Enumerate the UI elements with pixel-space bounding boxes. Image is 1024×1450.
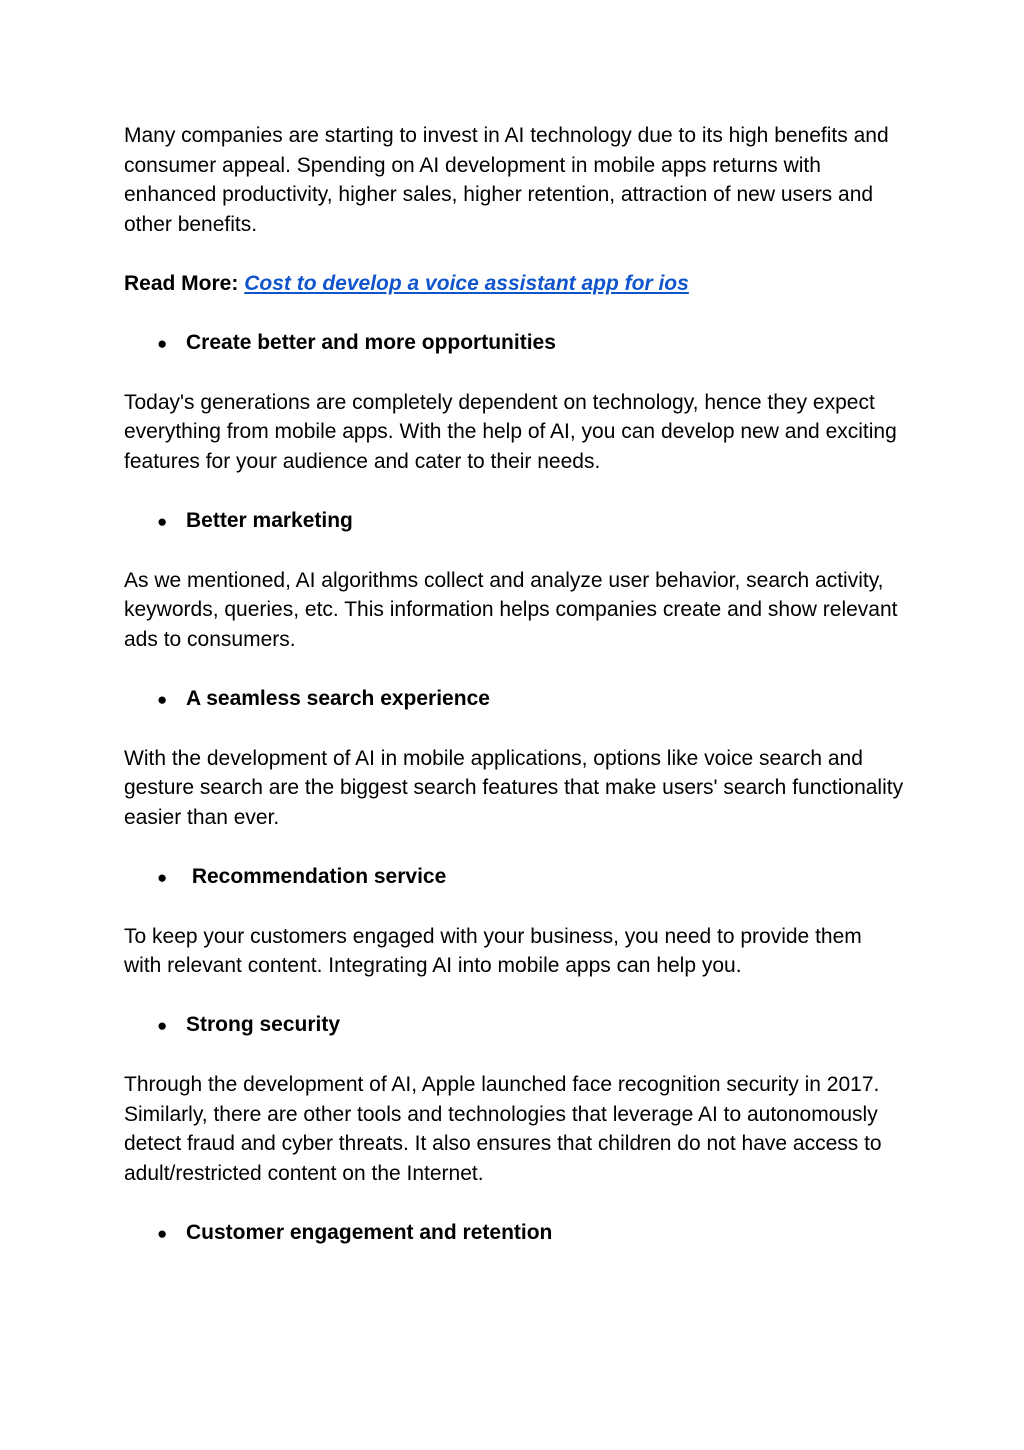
spacer <box>124 714 904 744</box>
section-heading <box>124 506 904 537</box>
section-heading-text: Strong security <box>186 1013 341 1036</box>
read-more-label: Read More: <box>124 271 239 295</box>
spacer <box>124 654 904 684</box>
bullet-icon: ● <box>157 511 168 531</box>
spacer <box>124 1188 904 1218</box>
section-heading <box>124 1010 904 1041</box>
spacer <box>124 358 904 388</box>
section-heading-text: Recommendation service <box>186 864 447 888</box>
bullet-icon: ● <box>157 1016 168 1035</box>
spacer <box>124 298 904 328</box>
section-heading <box>124 328 904 359</box>
section-heading-text: Create better and more opportunities <box>186 330 556 354</box>
spacer <box>124 981 904 1011</box>
section-body: As we mentioned, AI algorithms collect and analyze user behavior, search activity, keywords, queries, etc. This information helps companies create and show relevant ads to consumers. <box>124 568 898 651</box>
spacer <box>124 892 904 922</box>
spacer <box>124 536 904 566</box>
spacer <box>124 832 904 862</box>
spacer <box>124 476 904 506</box>
read-more-line <box>124 269 904 299</box>
intro-paragraph: Many companies are starting to invest in AI technology due to its high benefits and consumer appeal. Spending on AI development in mobile apps returns with enhanced productivity, higher sales, higher retention, attraction of new users and other benefits. <box>124 124 889 236</box>
section-heading <box>124 684 904 715</box>
section-heading-text: Customer engagement and retention <box>186 1220 553 1244</box>
bullet-icon: ● <box>157 867 168 887</box>
bullet-icon: ● <box>157 333 168 353</box>
section-body: Through the development of AI, Apple launched face recognition security in 2017. Similarly, there are other tools and technologies that leverage AI to autonomously detect fraud and cyber threats. It also ensures that children do not have access to adult/restricted content on the Internet. <box>124 1073 882 1185</box>
spacer <box>124 1041 904 1071</box>
section-heading <box>124 1218 904 1249</box>
section-heading <box>124 862 904 893</box>
read-more-link[interactable]: Cost to develop a voice assistant app for ios <box>244 271 689 295</box>
document-page <box>124 121 904 1248</box>
section-heading-text: Better marketing <box>186 508 353 532</box>
bullet-icon: ● <box>157 1223 168 1243</box>
section-body: Today's generations are completely dependent on technology, hence they expect everything from mobile apps. With the help of AI, you can develop new and exciting features for your audience and cater to their needs. <box>124 390 897 473</box>
section-heading-text: A seamless search experience <box>186 686 490 710</box>
spacer <box>124 239 904 269</box>
bullet-icon: ● <box>157 689 168 709</box>
section-body: To keep your customers engaged with your business, you need to provide them with relevant content. Integrating AI into mobile apps can help you. <box>124 924 862 977</box>
section-body: With the development of AI in mobile applications, options like voice search and gesture search are the biggest search features that make users' search functionality easier than ever. <box>124 746 904 829</box>
